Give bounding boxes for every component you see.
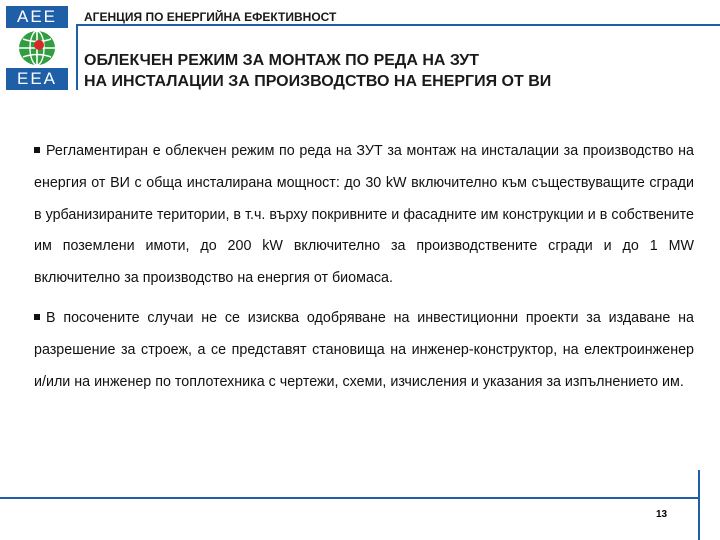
title-line-1: ОБЛЕКЧЕН РЕЖИМ ЗА МОНТАЖ ПО РЕДА НА ЗУТ [84, 52, 480, 69]
header-vertical-divider [76, 24, 78, 90]
logo-top-text: AEE [6, 6, 68, 28]
page-title [84, 50, 704, 92]
globe-icon [6, 28, 68, 68]
title-line-2: НА ИНСТАЛАЦИИ ЗА ПРОИЗВОДСТВО НА ЕНЕРГИЯ ОТ ВИ [84, 73, 552, 90]
footer-vertical-divider [698, 470, 700, 540]
page-number: 13 [656, 509, 668, 520]
agency-name: АГЕНЦИЯ ПО ЕНЕРГИЙНА ЕФЕКТИВНОСТ [84, 10, 337, 24]
paragraph-2 [34, 303, 694, 398]
agency-logo [6, 6, 68, 90]
bullet-icon [34, 314, 40, 320]
paragraph-2-text: В посочените случаи не се изисква одобряване на инвестиционни проекти за издаване на разрешение за строеж, а се представят становища на инженер-конструктор, на електроинженер и/или на инженер по топлотехника с чертежи, схеми, изчисления и указания за изпълнението им. [34, 309, 694, 390]
main-content [34, 136, 694, 406]
paragraph-1 [34, 136, 694, 295]
paragraph-1-text: Регламентиран е облекчен режим по реда на ЗУТ за монтаж на инсталации за производство на енергия от ВИ с обща инсталирана мощност: до 30 kW включително към съществуващите сгради в урбанизираните територии, в т.ч. върху покривните и фасадните им конструкции и в собствените им поземлени имоти, до 200 kW включително за производствените сгради и до 1 MW включително за производство на енергия от биомаса. [34, 143, 694, 287]
footer-divider [0, 497, 700, 499]
logo-bottom-text: EEA [6, 68, 68, 90]
header-divider [76, 24, 720, 26]
bullet-icon [34, 147, 40, 153]
